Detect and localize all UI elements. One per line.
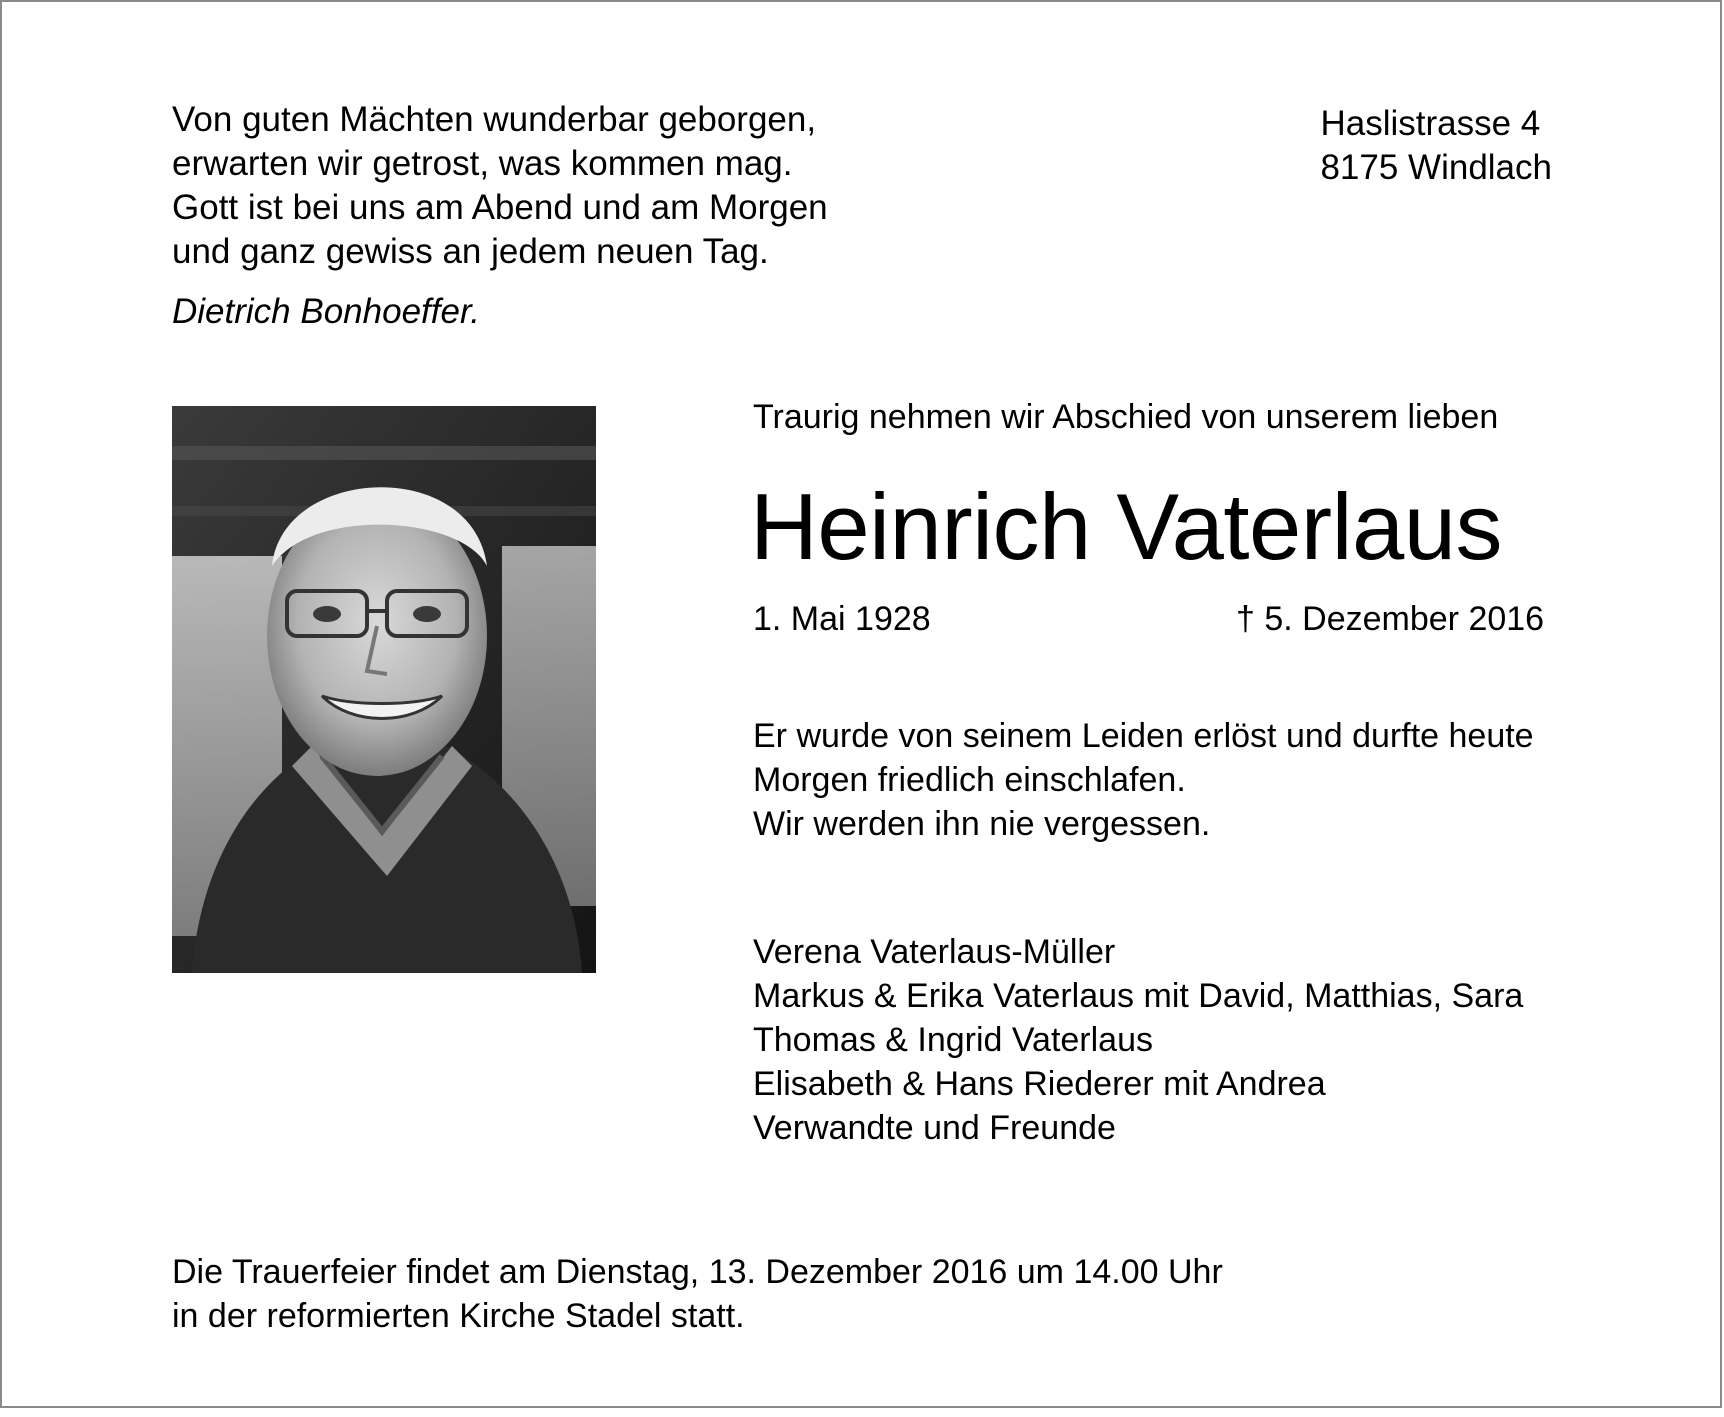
portrait-photo-icon: [172, 406, 596, 973]
mourner: Thomas & Ingrid Vaterlaus: [753, 1021, 1153, 1059]
portrait-photo: [172, 406, 596, 973]
service-info: [172, 1250, 1223, 1338]
address: [1320, 102, 1552, 190]
intro-text: Traurig nehmen wir Abschied von unserem lieben: [753, 398, 1499, 436]
poem-line: Gott ist bei uns am Abend und am Morgen: [172, 188, 828, 227]
poem-line: erwarten wir getrost, was kommen mag.: [172, 144, 793, 183]
service-line: in der reformierten Kirche Stadel statt.: [172, 1297, 745, 1335]
message-line: Morgen friedlich einschlafen.: [753, 761, 1186, 799]
service-line: Die Trauerfeier findet am Dienstag, 13. Dezember 2016 um 14.00 Uhr: [172, 1253, 1223, 1291]
poem: [172, 98, 828, 274]
deceased-name: Heinrich Vaterlaus: [750, 474, 1503, 579]
poem-line: und ganz gewiss an jedem neuen Tag.: [172, 232, 769, 271]
message-line: Er wurde von seinem Leiden erlöst und durfte heute: [753, 717, 1534, 755]
death-date: † 5. Dezember 2016: [1236, 600, 1545, 638]
mourner: Markus & Erika Vaterlaus mit David, Matthias, Sara: [753, 977, 1524, 1015]
birth-date: 1. Mai 1928: [753, 600, 931, 638]
mourner: Verena Vaterlaus-Müller: [753, 933, 1116, 971]
message: [753, 714, 1534, 846]
message-line: Wir werden ihn nie vergessen.: [753, 805, 1211, 843]
poem-line: Von guten Mächten wunderbar geborgen,: [172, 100, 817, 139]
address-street: Haslistrasse 4: [1320, 104, 1541, 143]
poem-author: Dietrich Bonhoeffer.: [172, 292, 481, 331]
mourners-list: [753, 930, 1523, 1150]
mourner: Verwandte und Freunde: [753, 1109, 1116, 1147]
address-city: 8175 Windlach: [1320, 148, 1552, 187]
mourner: Elisabeth & Hans Riederer mit Andrea: [753, 1065, 1326, 1103]
